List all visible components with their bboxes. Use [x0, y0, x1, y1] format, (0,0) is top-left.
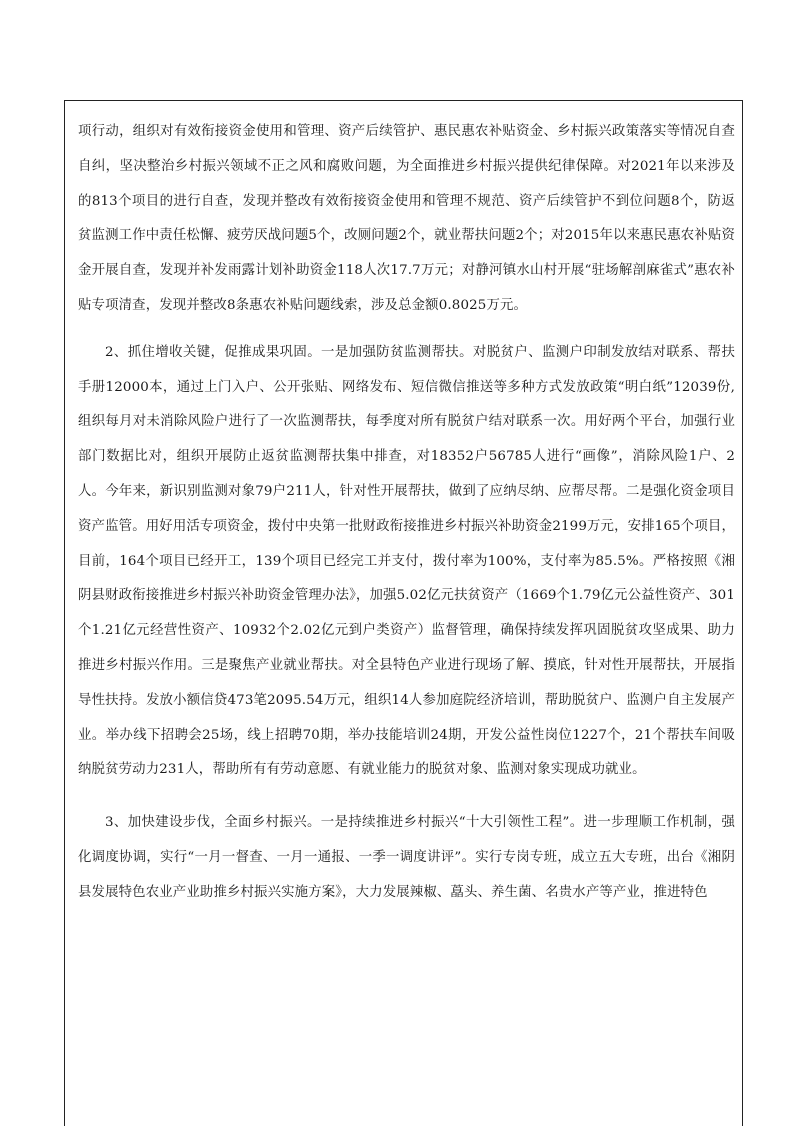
paragraph-3: 3、加快建设步伐，全面乡村振兴。一是持续推进乡村振兴“十大引领性工程”。进一步理顺工作机制，强化调度协调，实行“一月一督查、一月一通报、一季一调度讲评”。实行专岗专班，成立五大专班，出台《湘阴县发展特色农业产业助推乡村振兴实施方案》，大力发展辣椒、藠头、养生菌、名贵水产等产业，推进特色 [78, 815, 735, 900]
paragraph-2: 2、抓住增收关键，促推成果巩固。一是加强防贫监测帮扶。对脱贫户、监测户印制发放结对联系、帮扶手册12000本，通过上门入户、公开张贴、网络发布、短信微信推送等多种方式发放政策“明白纸”12039份,组织每月对未消除风险户进行了一次监测帮扶，每季度对所有脱贫户结对联系一次。用好两个平台，加强行业部门数据比对，组织开展防止返贫监测帮扶集中排查，对18352户56785人进行“画像”，消除风险1户、2人。今年来，新识别监测对象79户211人，针对性开展帮扶，做到了应纳尽纳、应帮尽帮。二是强化资金项目资产监管。用好用活专项资金，拨付中央第一批财政衔接推进乡村振兴补助资金2199万元，安排165个项目，目前，164个项目已经开工，139个项目已经完工并支付，拨付率为100%，支付率为85.5%。严格按照《湘阴县财政衔接推进乡村振兴补助资金管理办法》，加强5.02亿元扶贫资产（1669个1.79亿元公益性资产、301个1.21亿元经营性资产、10932个2.02亿元到户类资产）监督管理，确保持续发挥巩固脱贫攻坚成果、助力推进乡村振兴作用。三是聚焦产业就业帮扶。对全县特色产业进行现场了解、摸底，针对性开展帮扶，开展指导性扶持。发放小额信贷473笔2095.54万元，组织14人参加庭院经济培训，帮助脱贫户、监测户自主发展产业。举办线下招聘会25场，线上招聘70期，举办技能培训24期，开发公益性岗位1227个，21个帮扶车间吸纳脱贫劳动力231人，帮助所有有劳动意愿、有就业能力的脱贫对象、监测对象实现成功就业。 [78, 344, 735, 778]
paragraph-1: 项行动，组织对有效衔接资金使用和管理、资产后续管护、惠民惠农补贴资金、乡村振兴政策落实等情况自查自纠，坚决整治乡村振兴领域不正之风和腐败问题，为全面推进乡村振兴提供纪律保障。对2021年以来涉及的813个项目的进行自查，发现并整改有效衔接资金使用和管理不规范、资产后续管护不到位问题8个，防返贫监测工作中责任松懈、疲劳厌战问题5个，改厕问题2个，就业帮扶问题2个；对2015年以来惠民惠农补贴资金开展自查，发现并补发雨露计划补助资金118人次17.7万元；对静河镇水山村开展“驻场解剖麻雀式”惠农补贴专项清查，发现并整改8条惠农补贴问题线索，涉及总金额0.8025万元。 [78, 124, 735, 313]
document-body [78, 115, 735, 911]
